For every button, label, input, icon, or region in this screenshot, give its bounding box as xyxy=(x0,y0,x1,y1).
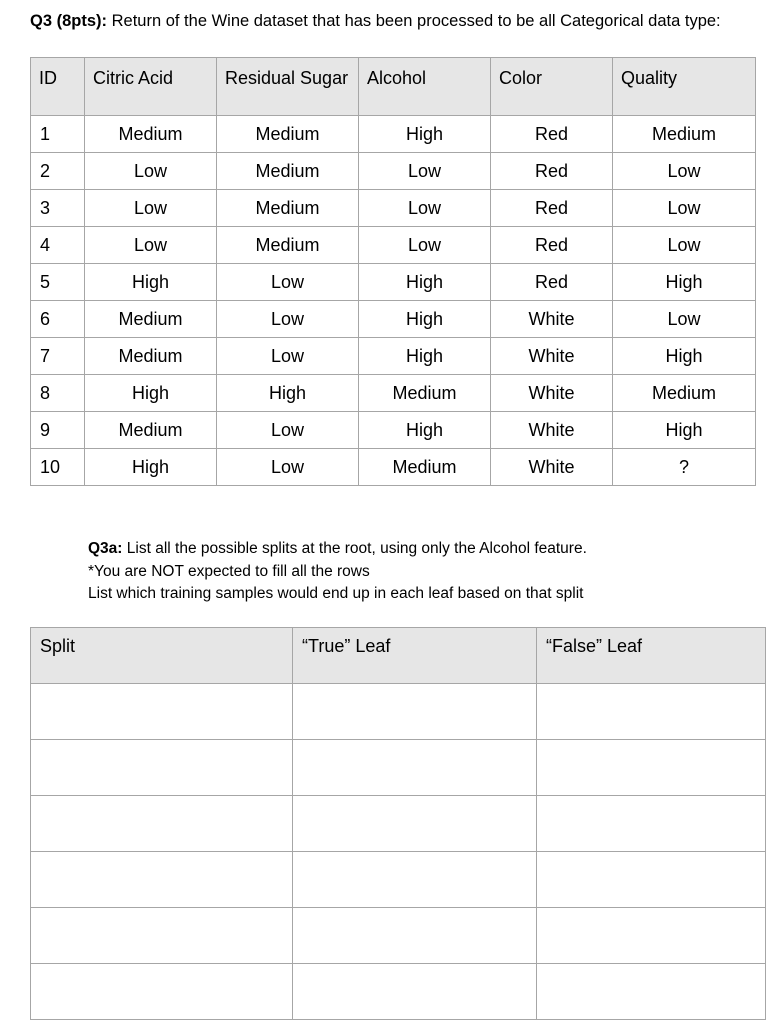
table-cell: Low xyxy=(613,190,756,227)
wine-column-header: ID xyxy=(31,58,85,116)
table-cell: Red xyxy=(491,227,613,264)
table-cell: Low xyxy=(613,153,756,190)
row-id-cell: 10 xyxy=(31,449,85,486)
answer-cell[interactable] xyxy=(293,964,537,1020)
wine-column-header: Color xyxy=(491,58,613,116)
question-title xyxy=(30,12,721,31)
table-row xyxy=(31,153,756,190)
answer-row xyxy=(31,908,766,964)
answer-cell[interactable] xyxy=(537,964,766,1020)
table-cell: Medium xyxy=(85,301,217,338)
answer-cell[interactable] xyxy=(293,740,537,796)
table-row xyxy=(31,375,756,412)
wine-column-header: Quality xyxy=(613,58,756,116)
answer-cell[interactable] xyxy=(31,908,293,964)
table-cell: High xyxy=(359,264,491,301)
table-cell: High xyxy=(85,264,217,301)
table-cell: White xyxy=(491,301,613,338)
table-row xyxy=(31,190,756,227)
table-cell: Low xyxy=(613,227,756,264)
answer-cell[interactable] xyxy=(537,684,766,740)
table-cell: Medium xyxy=(217,190,359,227)
split-column-header: Split xyxy=(31,628,293,684)
answer-cell[interactable] xyxy=(31,684,293,740)
subquestion-instruction: List which training samples would end up in each leaf based on that split xyxy=(88,585,584,602)
table-row xyxy=(31,227,756,264)
subquestion-label: Q3a: xyxy=(88,540,123,557)
table-cell: High xyxy=(85,375,217,412)
wine-column-header: Residual Sugar xyxy=(217,58,359,116)
table-cell: Low xyxy=(85,153,217,190)
answer-cell[interactable] xyxy=(31,852,293,908)
table-row xyxy=(31,301,756,338)
table-cell: High xyxy=(613,412,756,449)
split-table-header-row xyxy=(31,628,766,684)
table-cell: High xyxy=(613,338,756,375)
split-answer-table xyxy=(30,627,766,1020)
table-cell: Red xyxy=(491,190,613,227)
row-id-cell: 4 xyxy=(31,227,85,264)
subquestion-prompt xyxy=(88,538,587,561)
table-cell: High xyxy=(613,264,756,301)
table-row xyxy=(31,449,756,486)
table-cell: Red xyxy=(491,116,613,153)
row-id-cell: 8 xyxy=(31,375,85,412)
answer-cell[interactable] xyxy=(537,908,766,964)
table-cell: Red xyxy=(491,153,613,190)
row-id-cell: 5 xyxy=(31,264,85,301)
table-row xyxy=(31,116,756,153)
answer-cell[interactable] xyxy=(293,684,537,740)
table-cell: Medium xyxy=(359,375,491,412)
table-cell: High xyxy=(359,338,491,375)
table-cell: White xyxy=(491,338,613,375)
answer-cell[interactable] xyxy=(293,852,537,908)
table-row xyxy=(31,264,756,301)
table-row xyxy=(31,412,756,449)
table-cell: High xyxy=(85,449,217,486)
wine-table-body xyxy=(31,116,756,486)
table-cell: Medium xyxy=(613,116,756,153)
table-cell: Medium xyxy=(85,116,217,153)
table-cell: Low xyxy=(217,301,359,338)
row-id-cell: 9 xyxy=(31,412,85,449)
wine-column-header: Alcohol xyxy=(359,58,491,116)
question-text: Return of the Wine dataset that has been processed to be all Categorical data type: xyxy=(107,12,721,30)
answer-cell[interactable] xyxy=(537,796,766,852)
answer-row xyxy=(31,684,766,740)
table-cell: High xyxy=(359,116,491,153)
table-cell: Low xyxy=(613,301,756,338)
table-cell: Medium xyxy=(85,412,217,449)
table-cell: Low xyxy=(359,227,491,264)
wine-column-header: Citric Acid xyxy=(85,58,217,116)
table-cell: Medium xyxy=(85,338,217,375)
answer-cell[interactable] xyxy=(31,964,293,1020)
row-id-cell: 6 xyxy=(31,301,85,338)
answer-cell[interactable] xyxy=(293,908,537,964)
table-cell: Low xyxy=(217,412,359,449)
table-cell: White xyxy=(491,412,613,449)
table-cell: White xyxy=(491,375,613,412)
table-cell: Red xyxy=(491,264,613,301)
answer-cell[interactable] xyxy=(31,796,293,852)
table-cell: Low xyxy=(359,153,491,190)
question-label: Q3 (8pts): xyxy=(30,12,108,30)
table-cell: Medium xyxy=(217,153,359,190)
answer-row xyxy=(31,740,766,796)
table-cell: Low xyxy=(359,190,491,227)
answer-row xyxy=(31,852,766,908)
wine-table-header-row xyxy=(31,58,756,116)
answer-row xyxy=(31,796,766,852)
answer-cell[interactable] xyxy=(293,796,537,852)
subquestion-block xyxy=(88,538,587,606)
table-cell: Medium xyxy=(217,227,359,264)
table-cell: White xyxy=(491,449,613,486)
table-cell: Low xyxy=(85,190,217,227)
split-table-body xyxy=(31,684,766,1020)
table-cell: High xyxy=(217,375,359,412)
wine-dataset-table xyxy=(30,57,756,486)
subquestion-note: *You are NOT expected to fill all the rows xyxy=(88,562,370,580)
row-id-cell: 2 xyxy=(31,153,85,190)
table-cell: Low xyxy=(85,227,217,264)
table-cell: High xyxy=(359,412,491,449)
table-cell: Low xyxy=(217,264,359,301)
table-row xyxy=(31,338,756,375)
table-cell: Medium xyxy=(217,116,359,153)
answer-cell[interactable] xyxy=(31,740,293,796)
row-id-cell: 1 xyxy=(31,116,85,153)
table-cell: Low xyxy=(217,449,359,486)
answer-cell[interactable] xyxy=(537,852,766,908)
split-column-header: “False” Leaf xyxy=(537,628,766,684)
answer-row xyxy=(31,964,766,1020)
table-cell: High xyxy=(359,301,491,338)
table-cell: Medium xyxy=(359,449,491,486)
answer-cell[interactable] xyxy=(537,740,766,796)
table-cell: ? xyxy=(613,449,756,486)
table-cell: Medium xyxy=(613,375,756,412)
subquestion-text: List all the possible splits at the root, using only the Alcohol feature. xyxy=(122,540,587,557)
split-column-header: “True” Leaf xyxy=(293,628,537,684)
table-cell: Low xyxy=(217,338,359,375)
row-id-cell: 7 xyxy=(31,338,85,375)
row-id-cell: 3 xyxy=(31,190,85,227)
